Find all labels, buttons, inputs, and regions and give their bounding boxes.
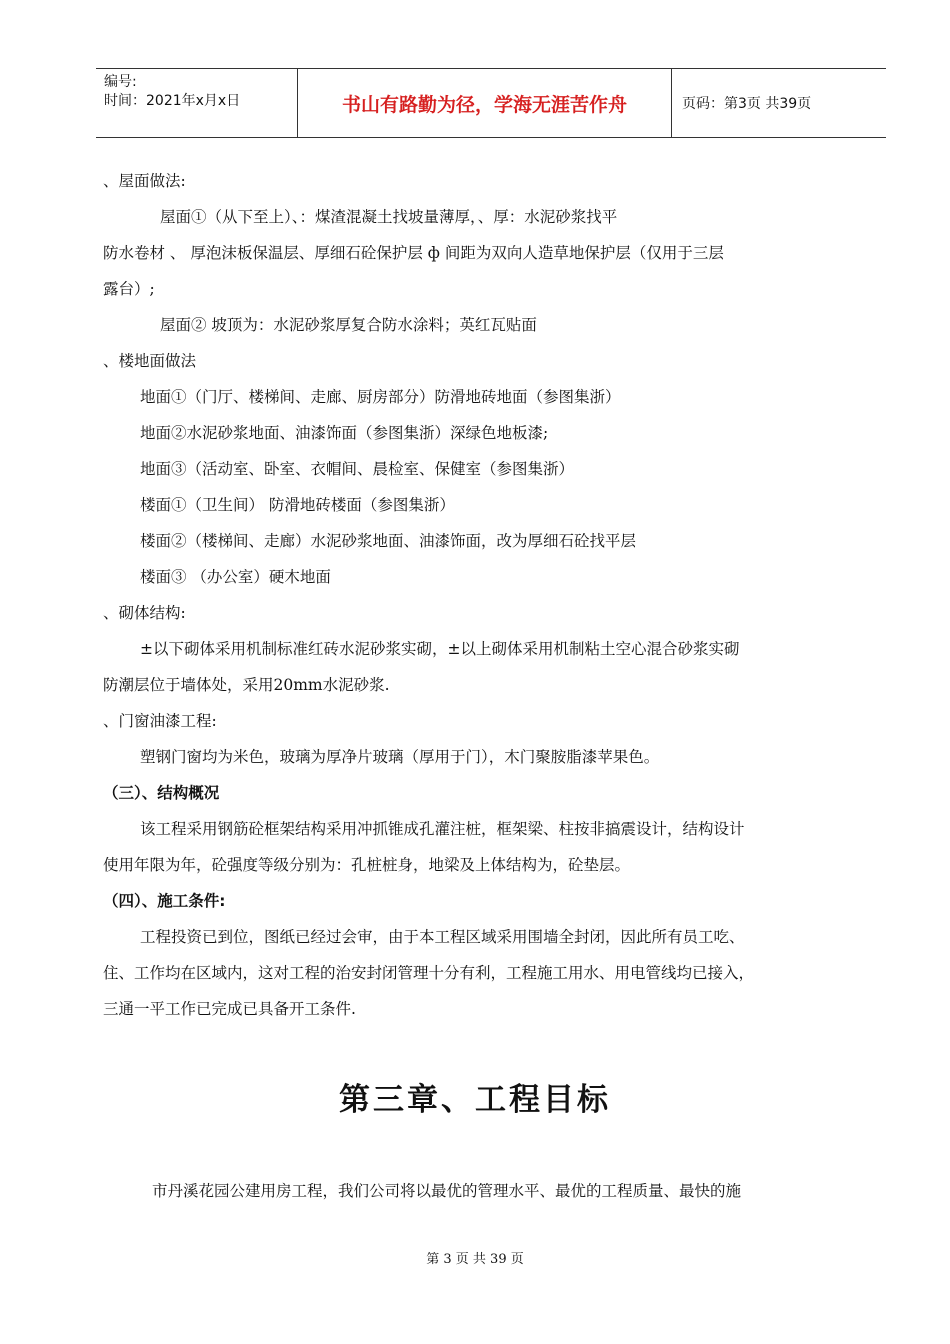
paragraph-line: 露台）; — [103, 280, 155, 298]
list-item: 地面②水泥砂浆地面、油漆饰面（参图集浙）深绿色地板漆; — [140, 424, 549, 442]
section-heading-roof: 、屋面做法: — [103, 172, 186, 190]
chapter-title: 第三章、工程目标 — [339, 1082, 611, 1118]
paragraph-line: 该工程采用钢筋砼框架结构采用冲抓锥成孔灌注桩，框架梁、柱按非搞震设计，结构设计 — [140, 820, 745, 838]
paragraph-line: ±以下砌体采用机制标准红砖水泥砂浆实砌，±以上砌体采用机制粘土空心混合砂浆实砌 — [140, 640, 740, 658]
paragraph-line: 防水卷材 、 厚泡沫板保温层、厚细石砼保护层 ф 间距为双向人造草地保护层（仅用于三层 — [103, 244, 724, 262]
paragraph-line: 使用年限为年，砼强度等级分别为：孔桩桩身，地梁及上体结构为，砼垫层。 — [103, 856, 631, 874]
list-item: 楼面③ （办公室）硬木地面 — [140, 568, 331, 586]
list-item: 地面③（活动室、卧室、衣帽间、晨检室、保健室（参图集浙） — [140, 460, 575, 478]
closing-paragraph-line: 市丹溪花园公建用房工程，我们公司将以最优的管理水平、最优的工程质量、最快的施 — [152, 1182, 742, 1200]
paragraph-line: 屋面② 坡顶为：水泥砂浆厚复合防水涂料；英红瓦贴面 — [160, 316, 537, 334]
page-footer: 第 3 页 共 39 页 — [426, 1252, 524, 1267]
paragraph-line: 防潮层位于墙体处，采用20mm水泥砂浆. — [103, 676, 390, 694]
section-heading-floor: 、楼地面做法 — [103, 352, 197, 370]
list-item: 楼面②（楼梯间、走廊）水泥砂浆地面、油漆饰面，改为厚细石砼找平层 — [140, 532, 637, 550]
header-page-label: 页码：第3页 共39页 — [682, 96, 812, 112]
list-item: 地面①（门厅、楼梯间、走廊、厨房部分）防滑地砖地面（参图集浙） — [140, 388, 621, 406]
header-motto: 书山有路勤为径，学海无涯苦作舟 — [298, 69, 672, 137]
section-heading-conditions: （四）、施工条件: — [103, 892, 226, 910]
section-heading-masonry: 、砌体结构: — [103, 604, 186, 622]
list-item: 楼面①（卫生间） 防滑地砖楼面（参图集浙） — [140, 496, 455, 514]
page-header — [96, 68, 886, 138]
paragraph-line: 工程投资已到位，图纸已经过会审，由于本工程区域采用围墙全封闭，因此所有员工吃、 — [140, 928, 745, 946]
header-meta — [96, 69, 298, 137]
paragraph-line: 三通一平工作已完成已具备开工条件. — [103, 1000, 356, 1018]
paragraph-line: 塑钢门窗均为米色，玻璃为厚净片玻璃（厚用于门），木门聚胺脂漆苹果色。 — [140, 748, 660, 766]
section-heading-doors-windows: 、门窗油漆工程: — [103, 712, 217, 730]
paragraph-line: 屋面①（从下至上）、：煤渣混凝土找坡量薄厚，、厚：水泥砂浆找平 — [160, 208, 618, 226]
document-time-label: 时间：2021年x月x日 — [104, 93, 241, 109]
section-heading-structure: （三）、结构概况 — [103, 784, 220, 802]
document-number-label: 编号: — [104, 74, 137, 90]
paragraph-line: 住、工作均在区域内，这对工程的治安封闭管理十分有利，工程施工用水、用电管线均已接入， — [103, 964, 755, 982]
